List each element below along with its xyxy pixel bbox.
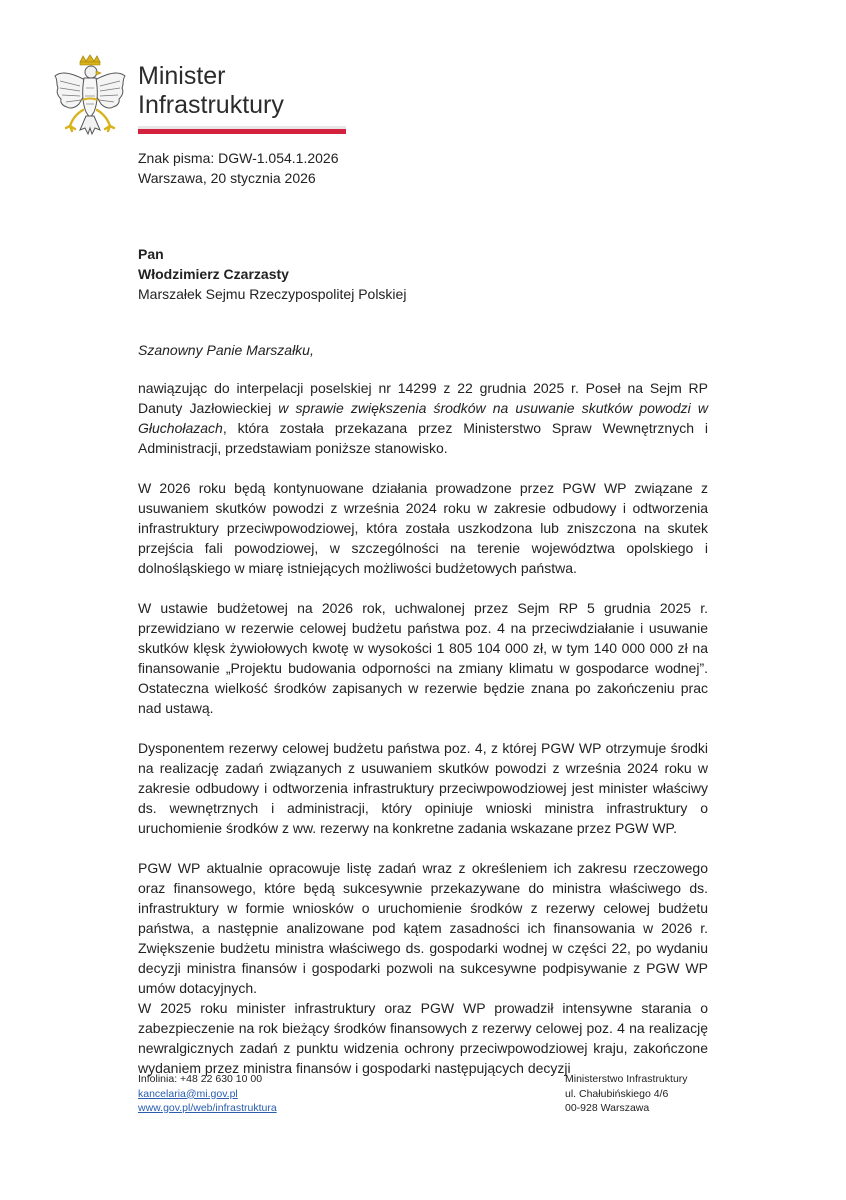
paragraph-1 <box>138 378 708 458</box>
institution-name <box>138 62 284 120</box>
letter-body <box>138 378 708 1078</box>
footer-address-line3: 00-928 Warszawa <box>565 1102 650 1114</box>
paragraph-4: Dysponentem rezerwy celowej budżetu państwa poz. 4, z której PGW WP otrzymuje środki na realizację zadań związanych z usuwaniem skutków powodzi z września 2024 roku w zakresie odbudowy i odtworzenia infrastruktury przeciwpowodziowej jest minister właściwy ds. wewnętrznych i administracji, który opiniuje wnioski ministra infrastruktury o uruchomienie środków z ww. rezerwy na konkretne zadania wskazane przez PGW WP. <box>138 740 708 836</box>
place-and-date: Warszawa, 20 stycznia 2026 <box>138 170 316 186</box>
addressee-position: Marszałek Sejmu Rzeczypospolitej Polskiej <box>138 286 407 302</box>
addressee-name: Włodzimierz Czarzasty <box>138 266 289 282</box>
national-flag-bar <box>138 126 346 134</box>
addressee-title: Pan <box>138 246 164 262</box>
paragraph-2: W 2026 roku będą kontynuowane działania prowadzone przez PGW WP związane z usuwaniem skutków powodzi z września 2024 roku w zakresie odbudowy i odtworzenia infrastruktury przeciwpowodziowej, która została uszkodzona lub zniszczona na skutek przejścia fali powodziowej, w szczególności na terenie województwa opolskiego i dolnośląskiego w miarę istniejących możliwości budżetowych państwa. <box>138 480 708 576</box>
paragraph-1-rest: , która została przekazana przez Ministerstwo Spraw Wewnętrznych i Administracji, przedstawiam poniższe stanowisko. <box>138 420 708 456</box>
letterhead <box>52 54 302 144</box>
reference-number: Znak pisma: DGW-1.054.1.2026 <box>138 150 339 166</box>
footer-address <box>565 1072 688 1116</box>
footer-address-line2: ul. Chałubińskiego 4/6 <box>565 1087 669 1100</box>
addressee-block <box>138 244 406 304</box>
salutation: Szanowny Panie Marszałku, <box>138 342 314 358</box>
paragraph-3: W ustawie budżetowej na 2026 rok, uchwalonej przez Sejm RP 5 grudnia 2025 r. przewidziano w rezerwie celowej budżetu państwa poz. 4 na przeciwdziałanie i usuwanie skutków klęsk żywiołowych kwotę w wysokości 1 805 104 000 zł, w tym 140 000 000 zł na finansowanie „Projektu budowania odporności na zmiany klimatu w gospodarce wodnej”. Ostateczna wielkość środków zapisanych w rezerwie będzie znana po zakończeniu prac nad ustawą. <box>138 600 708 716</box>
institution-name-line1: Minister <box>138 62 226 90</box>
institution-name-line2: Infrastruktury <box>138 91 284 119</box>
footer-website-link[interactable]: www.gov.pl/web/infrastruktura <box>138 1102 277 1114</box>
footer-contact <box>138 1072 277 1116</box>
paragraph-6: W 2025 roku minister infrastruktury oraz PGW WP prowadził intensywne starania o zabezpieczenie na rok bieżący środków finansowych z rezerwy celowej poz. 4 na realizację newralgicznych zadań z punktu widzenia ochrony przeciwpowodziowej kraju, zakończone wydaniem przez ministra finansów i gospodarki następujących decyzji <box>138 1000 708 1076</box>
paragraph-5: PGW WP aktualnie opracowuje listę zadań wraz z określeniem ich zakresu rzeczowego oraz finansowego, które będą sukcesywnie przekazywane do ministra właściwego ds. infrastruktury w formie wniosków o uruchomienie środków z rezerwy celowej budżetu państwa, a następnie analizowane pod kątem zasadności ich finansowania w 2026 r. Zwiększenie budżetu ministra właściwego ds. gospodarki wodnej w części 22, po wydaniu decyzji ministra finansów i gospodarki pozwoli na sukcesywne podpisywanie z PGW WP umów dotacyjnych. <box>138 860 708 996</box>
paragraph-1-subject: w sprawie zwiększenia środków na usuwanie skutków powodzi w Głuchołazach <box>138 400 708 436</box>
footer-phone: Infolinia: +48 22 630 10 00 <box>138 1073 263 1085</box>
paragraph-1-intro: nawiązując do interpelacji poselskiej nr 14299 z 22 grudnia 2025 r. Poseł na Sejm RP Danuty Jazłowieckiej <box>138 380 708 416</box>
footer-email-link[interactable]: kancelaria@mi.gov.pl <box>138 1087 238 1100</box>
footer-address-line1: Ministerstwo Infrastruktury <box>565 1073 688 1085</box>
flag-red-stripe <box>138 129 346 134</box>
white-eagle-emblem-icon <box>52 54 128 142</box>
letter-meta <box>138 148 339 188</box>
